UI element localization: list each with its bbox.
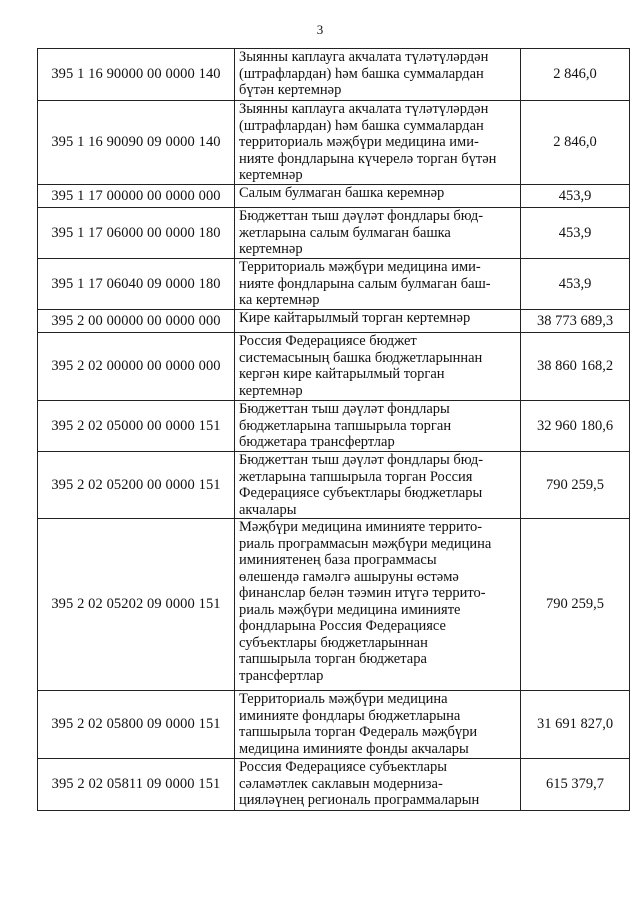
- amount-cell: 453,9: [521, 259, 630, 310]
- item-name-line: кергән кире кайтарылмый торган: [239, 366, 445, 382]
- item-name-line: Территориаль мәҗбүри медицина ими-: [239, 259, 481, 275]
- item-name-line: системасының башка бюджетларыннан: [239, 349, 483, 366]
- table-row: [38, 452, 630, 519]
- item-name-cell: [235, 691, 521, 759]
- item-name-line: жетларына салым булмаган башка: [239, 224, 451, 241]
- amount-cell: 38 860 168,2: [521, 333, 630, 401]
- amount-cell: 31 691 827,0: [521, 691, 630, 759]
- table-row: [38, 401, 630, 452]
- item-name-cell: [235, 101, 521, 185]
- table-row: [38, 185, 630, 208]
- item-name-line: фондларына Россия Федерациясе: [239, 618, 446, 634]
- item-name-line: (штрафлардан) һәм башка суммалардан: [239, 65, 484, 82]
- item-name-line: кертемнәр: [239, 382, 303, 399]
- item-name-line: ка кертемнәр: [239, 292, 320, 308]
- item-name-line: цияләүнең региональ программаларын: [239, 792, 480, 808]
- amount-cell: 2 846,0: [521, 101, 630, 185]
- table-row: [38, 259, 630, 310]
- budget-table-body: [38, 49, 630, 811]
- amount-cell: 453,9: [521, 208, 630, 259]
- item-name-line: (штрафлардан) һәм башка суммалардан: [239, 117, 484, 134]
- budget-code-cell: 395 1 17 06000 00 0000 180: [38, 208, 235, 259]
- amount-cell: 790 259,5: [521, 519, 630, 691]
- item-name-line: бюджетара трансфертлар: [239, 434, 395, 450]
- table-row: [38, 208, 630, 259]
- budget-code-cell: 395 2 02 05202 09 0000 151: [38, 519, 235, 691]
- item-name-line: Зыянны каплауга акчалата түләтүләрдән: [239, 101, 489, 117]
- item-name-line: тапшырыла торган бюджетара: [239, 651, 427, 667]
- budget-code-cell: 395 2 02 05811 09 0000 151: [38, 759, 235, 811]
- item-name-line: Федерациясе субъектлары бюджетлары: [239, 485, 483, 501]
- table-row: [38, 101, 630, 185]
- item-name-line: сәламәтлек саклавын модерниза-: [239, 775, 443, 792]
- budget-code-cell: 395 2 02 05200 00 0000 151: [38, 452, 235, 519]
- item-name-line: кертемнәр: [239, 241, 303, 257]
- item-name-line: риаль программасын мәҗбүри медицина: [239, 535, 492, 552]
- table-row: [38, 759, 630, 811]
- item-name-line: риаль мәҗбүри медицина иминияте: [239, 601, 461, 618]
- item-name-line: Бюджеттан тыш дәүләт фондлары бюд-: [239, 452, 484, 468]
- item-name-cell: [235, 49, 521, 101]
- budget-code-cell: 395 2 02 05800 09 0000 151: [38, 691, 235, 759]
- budget-table: [37, 48, 630, 811]
- amount-cell: 453,9: [521, 185, 630, 208]
- item-name-cell: [235, 310, 521, 333]
- item-name-line: Россия Федерациясе бюджет: [239, 333, 417, 349]
- table-row: [38, 691, 630, 759]
- item-name-line: медицина иминияте фонды акчалары: [239, 740, 469, 757]
- table-row: [38, 333, 630, 401]
- amount-cell: 38 773 689,3: [521, 310, 630, 333]
- table-row: [38, 49, 630, 101]
- item-name-cell: [235, 519, 521, 691]
- item-name-line: акчалары: [239, 501, 297, 518]
- item-name-cell: [235, 401, 521, 452]
- page-number: 3: [316, 22, 324, 37]
- budget-code-cell: 395 1 17 06040 09 0000 180: [38, 259, 235, 310]
- item-name-line: Территориаль мәҗбүри медицина: [239, 691, 448, 707]
- item-name-line: бүтән кертемнәр: [239, 82, 342, 98]
- item-name-line: өлешендә гамәлгә ашыруны өстәмә: [239, 568, 459, 585]
- item-name-cell: [235, 185, 521, 208]
- item-name-line: нияте фондларына салым булмаган баш-: [239, 275, 491, 292]
- budget-code-cell: 395 2 02 05000 00 0000 151: [38, 401, 235, 452]
- item-name-cell: [235, 452, 521, 519]
- item-name-line: нияте фондларына күчерелә торган бүтән: [239, 150, 497, 167]
- item-name-line: Бюджеттан тыш дәүләт фондлары бюд-: [239, 208, 484, 224]
- table-row: [38, 310, 630, 333]
- item-name-cell: [235, 333, 521, 401]
- item-name-line: субъектлары бюджетларыннан: [239, 634, 428, 651]
- item-name-line: Зыянны каплауга акчалата түләтүләрдән: [239, 49, 489, 65]
- table-row: [38, 519, 630, 691]
- amount-cell: 790 259,5: [521, 452, 630, 519]
- item-name-line: Бюджеттан тыш дәүләт фондлары: [239, 401, 450, 417]
- item-name-line: бюджетларына тапшырыла торган: [239, 417, 452, 434]
- item-name-line: Салым булмаган башка керемнәр: [239, 185, 445, 201]
- item-name-line: трансфертлар: [239, 667, 324, 684]
- item-name-line: иминиятенең база программасы: [239, 552, 437, 568]
- item-name-line: жетларына тапшырыла торган Россия: [239, 468, 473, 485]
- budget-code-cell: 395 1 17 00000 00 0000 000: [38, 185, 235, 208]
- item-name-line: тапшырыла торган Федераль мәҗбүри: [239, 724, 478, 740]
- item-name-cell: [235, 208, 521, 259]
- item-name-cell: [235, 759, 521, 811]
- budget-code-cell: 395 1 16 90090 09 0000 140: [38, 101, 235, 185]
- budget-code-cell: 395 1 16 90000 00 0000 140: [38, 49, 235, 101]
- item-name-line: территориаль мәҗбүри медицина ими-: [239, 134, 479, 150]
- budget-code-cell: 395 2 02 00000 00 0000 000: [38, 333, 235, 401]
- budget-code-cell: 395 2 00 00000 00 0000 000: [38, 310, 235, 333]
- item-name-line: иминияте фондлары бюджетларына: [239, 707, 461, 724]
- amount-cell: 32 960 180,6: [521, 401, 630, 452]
- item-name-line: кертемнәр: [239, 167, 303, 183]
- item-name-line: Россия Федерациясе субъектлары: [239, 759, 448, 775]
- amount-cell: 615 379,7: [521, 759, 630, 811]
- item-name-cell: [235, 259, 521, 310]
- item-name-line: финанслар белән тәэмин итүгә террито-: [239, 585, 486, 601]
- item-name-line: Мәҗбүри медицина иминияте террито-: [239, 519, 483, 535]
- item-name-line: Кире кайтарылмый торган кертемнәр: [239, 310, 471, 326]
- amount-cell: 2 846,0: [521, 49, 630, 101]
